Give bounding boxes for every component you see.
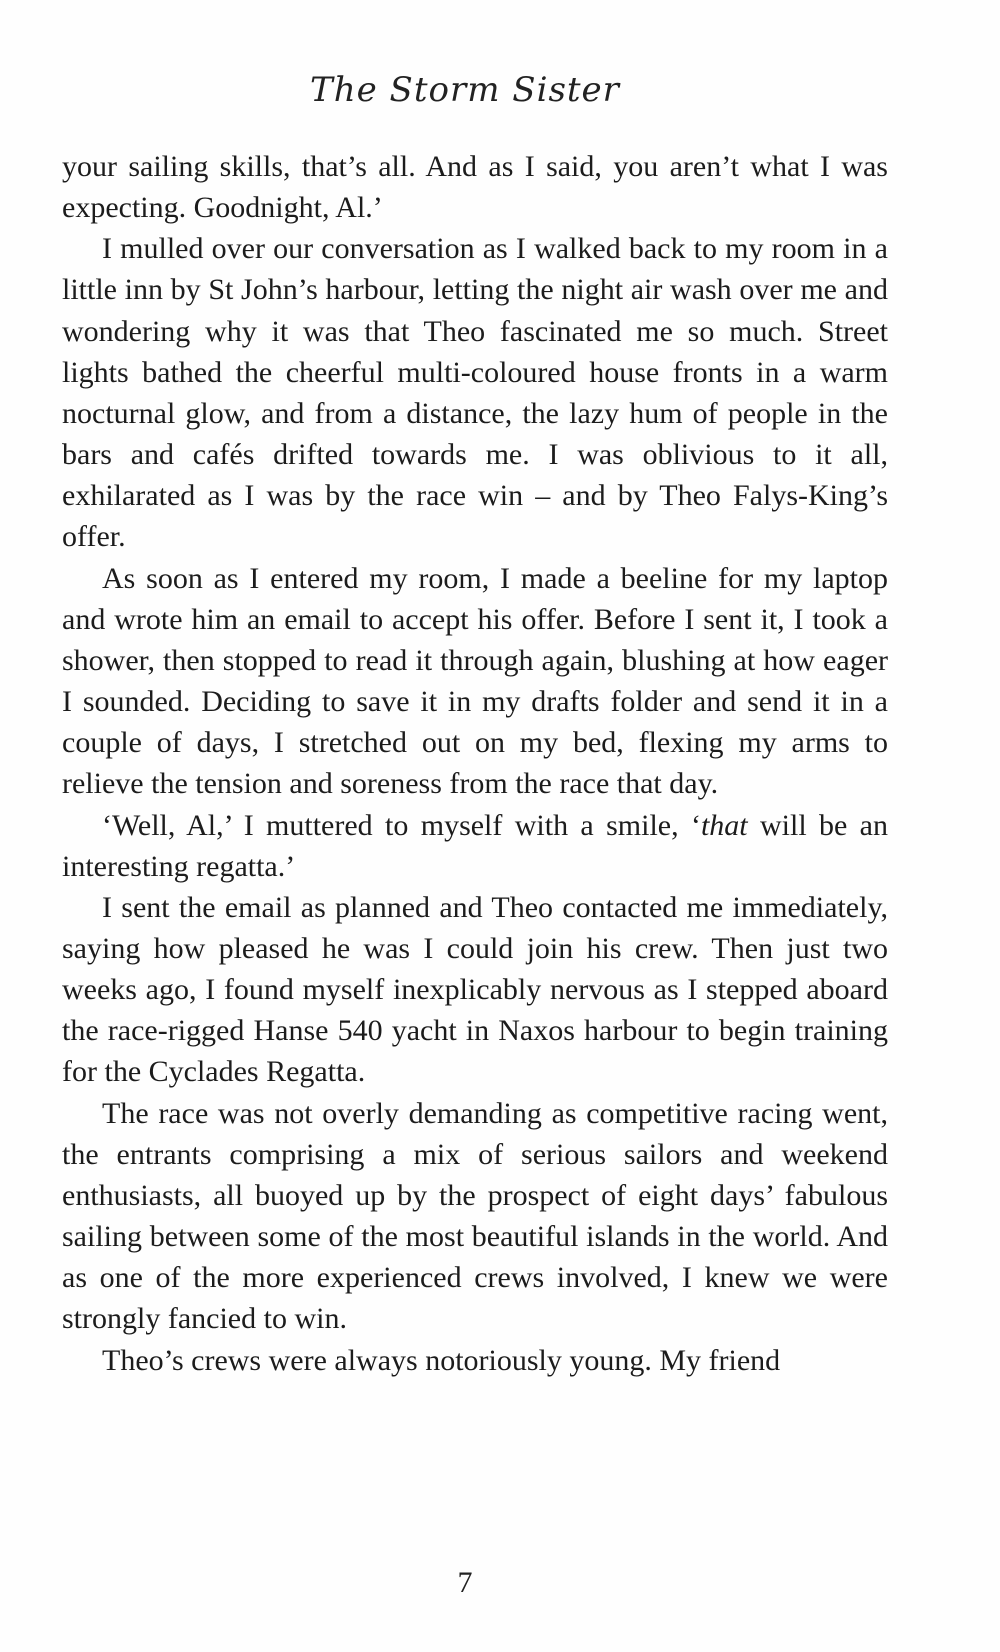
body-text	[62, 146, 888, 1381]
paragraph-continuation: your sailing skills, that’s all. And as I said, you aren’t what I was expecting. Goodnight, Al.’	[62, 150, 888, 225]
paragraph: As soon as I entered my room, I made a beeline for my laptop and wrote him an email to accept his offer. Before I sent it, I took a shower, then stopped to read it through again, blushing at how eager I sounded. Deciding to save it in my drafts folder and send it in a couple of days, I stretched out on my bed, flexing my arms to relieve the tension and soreness from the race that day.	[62, 561, 888, 801]
paragraph-dialogue	[62, 805, 888, 887]
dialogue-text-start: ‘Well, Al,’ I muttered to myself with a smile, ‘	[102, 808, 701, 842]
paragraph: Theo’s crews were always notoriously young. My friend	[102, 1343, 781, 1377]
page-number: 7	[457, 1566, 473, 1599]
paragraph: The race was not overly demanding as competitive racing went, the entrants comprising a mix of serious sailors and weekend enthusiasts, all buoyed up by the prospect of eight days’ fabulous sailing between some of the most beautiful islands in the world. And as one of the more experienced crews involved, I knew we were strongly fancied to win.	[62, 1096, 888, 1336]
running-head-title: The Storm Sister	[310, 70, 620, 110]
emphasized-word: that	[700, 808, 748, 842]
paragraph: I sent the email as planned and Theo contacted me immediately, saying how pleased he was I could join his crew. Then just two weeks ago, I found myself inexplicably nervous as I stepped aboard the race-rigged Hanse 540 yacht in Naxos harbour to begin training for the Cyclades Regatta.	[62, 890, 888, 1089]
dialogue-text-end: will be an interesting regatta.’	[62, 808, 888, 883]
paragraph: I mulled over our conversation as I walked back to my room in a little inn by St John’s harbour, letting the night air wash over me and wondering why it was that Theo fascinated me so much. Street lights bathed the cheerful multi-coloured house fronts in a warm nocturnal glow, and from a distance, the lazy hum of people in the bars and cafés drifted towards me. I was oblivious to it all, exhilarated as I was by the race win – and by Theo Falys-King’s offer.	[62, 232, 888, 554]
